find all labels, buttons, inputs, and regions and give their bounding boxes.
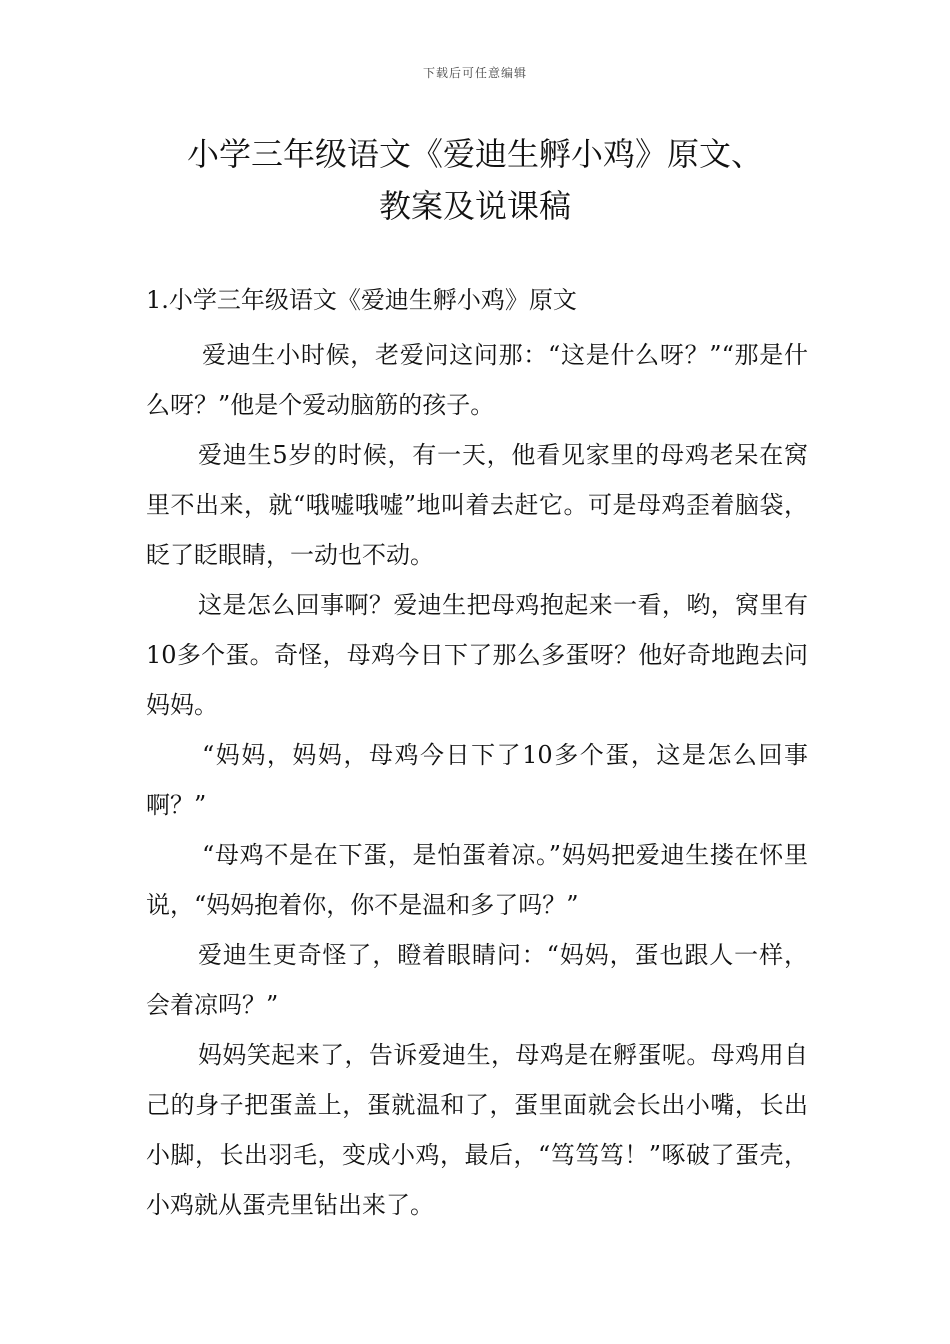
paragraph: 爱迪生5岁的时候，有一天，他看见家里的母鸡老呆在窝里不出来，就“哦嘘哦嘘”地叫着去赶它。可是母鸡歪着脑袋，眨了眨眼睛，一动也不动。 — [146, 441, 808, 569]
section-heading: 1.小学三年级语文《爱迪生孵小鸡》原文 — [146, 286, 577, 314]
paragraph: 这是怎么回事啊？爱迪生把母鸡抱起来一看，哟，窝里有10多个蛋。奇怪，母鸡今日下了那么多蛋呀？他好奇地跑去问妈妈。 — [146, 591, 808, 719]
document-body — [146, 280, 808, 1230]
paragraph: “妈妈，妈妈，母鸡今日下了10多个蛋，这是怎么回事啊？” — [146, 741, 808, 819]
title-line-1: 小学三年级语文《爱迪生孵小鸡》原文、 — [186, 135, 763, 173]
paragraph: “母鸡不是在下蛋，是怕蛋着凉。”妈妈把爱迪生搂在怀里说，“妈妈抱着你，你不是温和多了吗？” — [146, 841, 808, 919]
paragraph: 爱迪生更奇怪了，瞪着眼睛问：“妈妈，蛋也跟人一样，会着凉吗？” — [146, 941, 808, 1019]
paragraph: 妈妈笑起来了，告诉爱迪生，母鸡是在孵蛋呢。母鸡用自己的身子把蛋盖上，蛋就温和了，蛋里面就会长出小嘴，长出小脚，长出羽毛，变成小鸡，最后，“笃笃笃！”啄破了蛋壳，小鸡就从蛋壳里钻出来了。 — [146, 1041, 808, 1219]
title-line-2: 教案及说课稿 — [378, 187, 571, 225]
header-note: 下载后可任意编辑 — [422, 66, 527, 80]
paragraph: 爱迪生小时候，老爱问这问那：“这是什么呀？”“那是什么呀？”他是个爱动脑筋的孩子。 — [146, 341, 808, 419]
document-title — [100, 128, 850, 232]
